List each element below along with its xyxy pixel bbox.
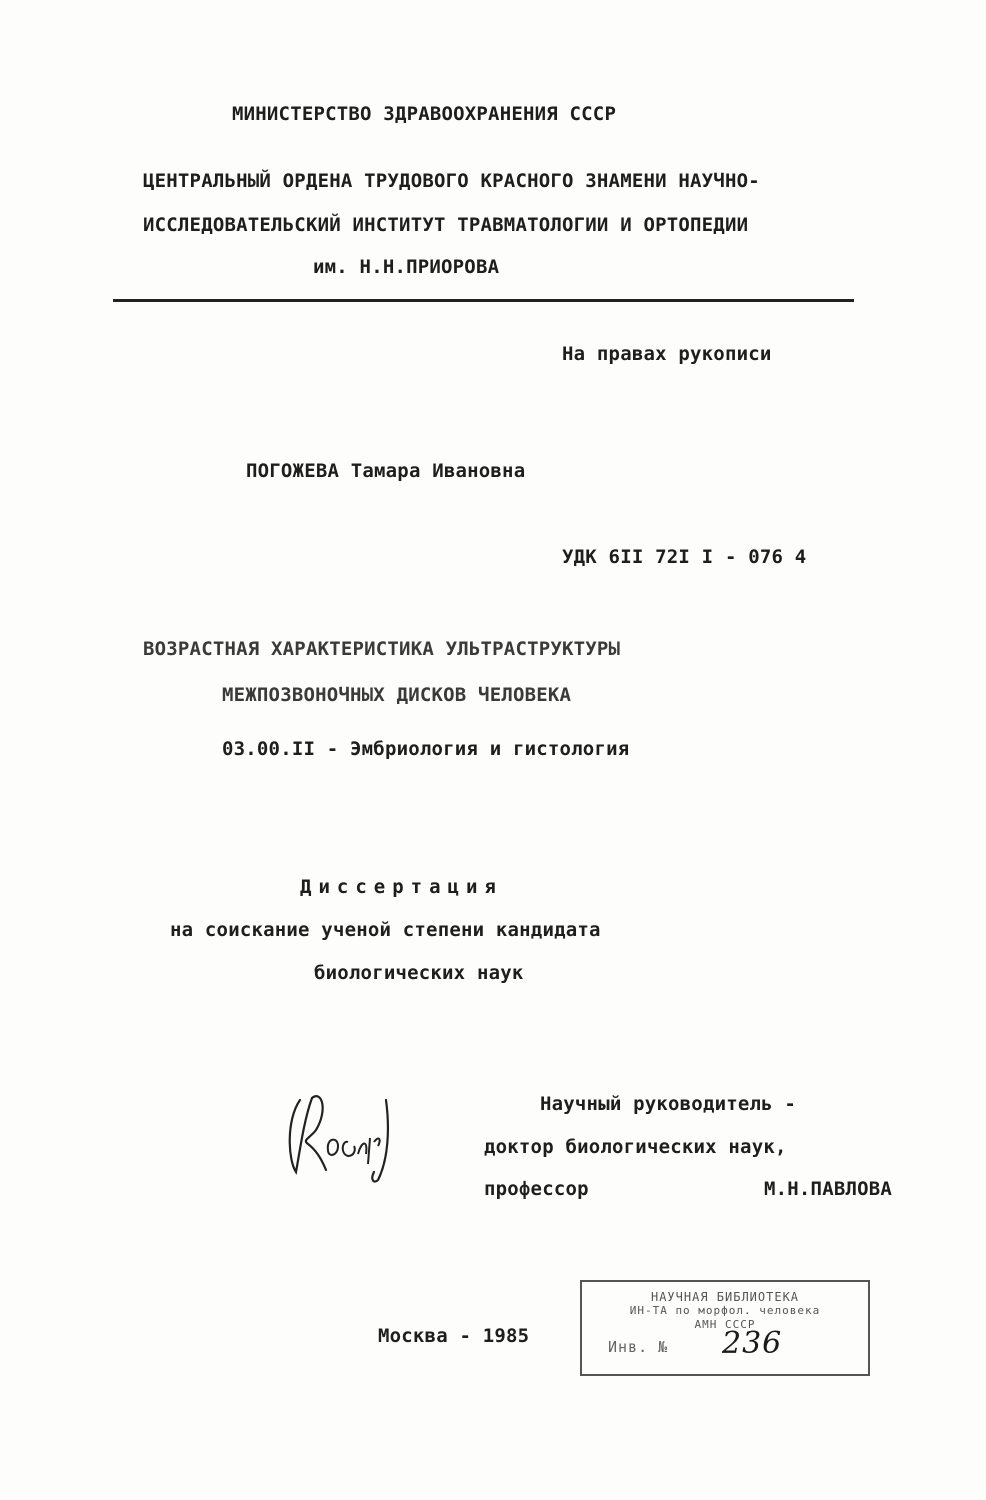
stamp-line-2: ИН-ТА по морфол. человека [629,1304,821,1317]
author-name: ПОГОЖЕВА Тамара Ивановна [246,460,526,482]
handwritten-signature [282,1080,402,1190]
specialty-code: 03.00.II - Эмбриология и гистология [222,738,630,760]
supervisor-position: профессор [484,1178,589,1200]
stamp-inventory-number: 236 [722,1326,783,1361]
stamp-line-3: АМН СССР [694,1318,756,1331]
place-and-year: Москва - 1985 [378,1325,530,1347]
title-line-1: ВОЗРАСТНАЯ ХАРАКТЕРИСТИКА УЛЬТРАСТРУКТУРЫ [143,638,621,660]
supervisor-line-1: Научный руководитель - [540,1093,797,1115]
supervisor-line-2: доктор биологических наук, [484,1136,787,1158]
institute-line-1: ЦЕНТРАЛЬНЫЙ ОРДЕНА ТРУДОВОГО КРАСНОГО ЗНАМЕНИ НАУЧНО- [143,170,760,192]
library-stamp [580,1280,870,1376]
institute-line-3: им. Н.Н.ПРИОРОВА [313,256,500,278]
udc-code: УДК 6II 72I I - 076 4 [562,546,807,568]
stamp-inventory-label: Инв. № [608,1338,669,1356]
dissertation-line-2: биологических наук [314,962,524,984]
title-line-2: МЕЖПОЗВОНОЧНЫХ ДИСКОВ ЧЕЛОВЕКА [222,684,572,706]
stamp-line-1: НАУЧНАЯ БИБЛИОТЕКА [650,1290,800,1304]
institute-line-2: ИССЛЕДОВАТЕЛЬСКИЙ ИНСТИТУТ ТРАВМАТОЛОГИИ И ОРТОПЕДИИ [143,214,749,236]
header-divider [113,299,854,302]
rights-note: На правах рукописи [562,343,772,365]
ministry-heading: МИНИСТЕРСТВО ЗДРАВООХРАНЕНИЯ СССР [232,103,617,125]
dissertation-line-1: на соискание ученой степени кандидата [170,919,601,941]
supervisor-name: М.Н.ПАВЛОВА [764,1178,893,1200]
dissertation-heading: Диссертация [300,876,503,898]
